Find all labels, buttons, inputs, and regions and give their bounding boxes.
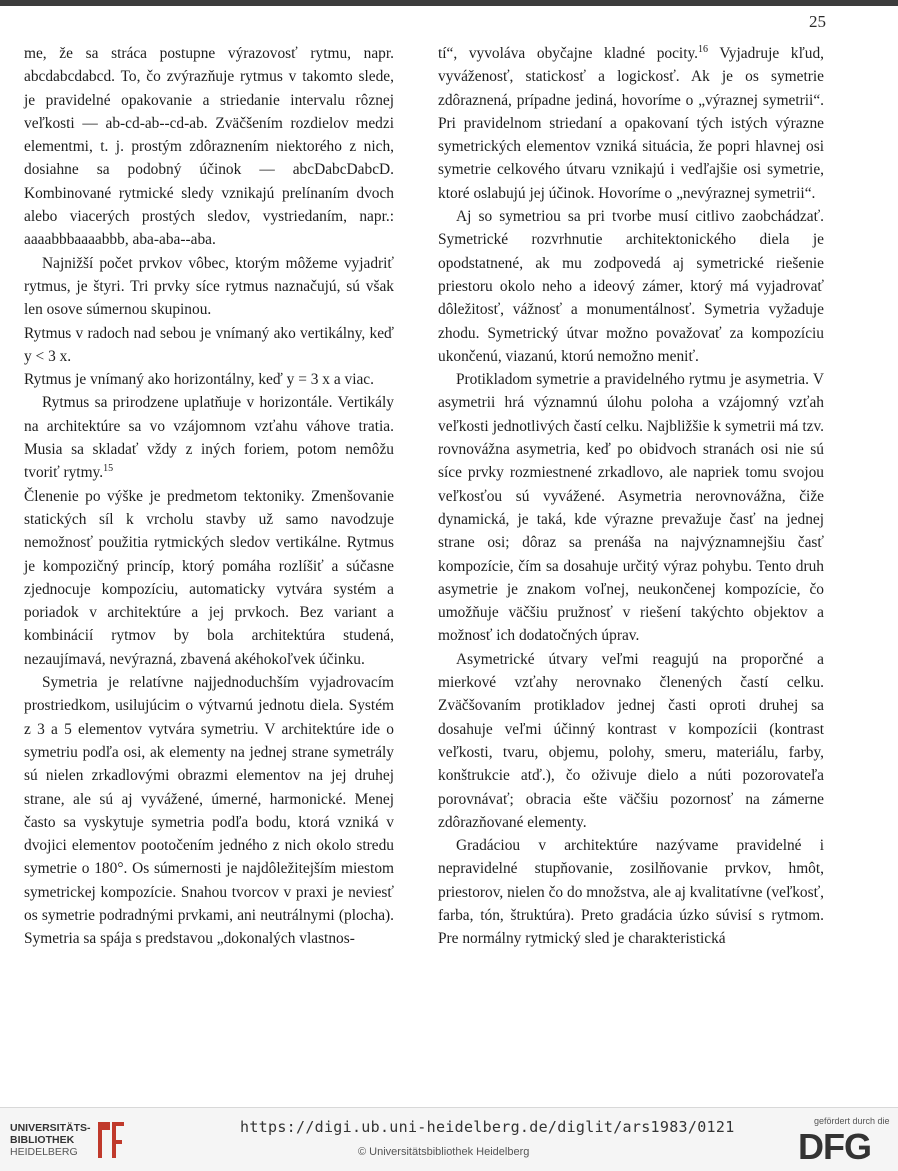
paragraph	[438, 834, 824, 950]
paragraph-text: me, že sa stráca postupne výrazovosť rytmu, napr. abcdabcdabcd. To, čo zvýrazňuje rytmus v takomto slede, je pravidelné opakovanie a striedanie intervalu rôznej veľkosti — ab-cd-ab--cd-ab. Zväčšením rozdielov medzi elementmi, t. j. prostým zdôraznením niektorého z nich, dosiahne sa podobný účinok — abcDabcDabcD. Kombinované rytmické sledy vznikajú prelínaním dvoch alebo viacerých prostých sledov, vystriedaním, napr.: aaaabbbaaaabbb, aba-aba--aba.	[24, 45, 394, 249]
footnote-ref: 15	[103, 463, 114, 475]
paragraph	[438, 368, 824, 648]
paragraph-text: Gradáciou v architektúre nazývame pravidelné i nepravidelné stupňovanie, zosilňovanie prvkov, hmôt, priestorov, nielen čo do množstva, ale aj kvalitatívne (veľkosť, farba, tón, štruktúra). Preto gradácia úzko súvisí s rytmom. Pre normálny rytmický sled je charakteristická	[438, 837, 824, 948]
digital-url-link[interactable]: https://digi.ub.uni-heidelberg.de/diglit/ars1983/0121	[240, 1118, 735, 1136]
footnote-ref: 16	[698, 43, 709, 55]
left-column	[24, 42, 394, 951]
paragraph	[24, 252, 394, 322]
paragraph-text: Rytmus je vnímaný ako horizontálny, keď y = 3 x a viac.	[24, 371, 374, 389]
page-number: 25	[809, 12, 826, 31]
funded-by-label: gefördert durch die	[814, 1116, 890, 1126]
paragraph-text: Rytmus sa prirodzene uplatňuje v horizontále. Vertikály na architektúre sa vo vzájomnom vzťahu váhove tratia. Musia sa skladať vždy z iných foriem, potom nemôžu tvoriť rytmy.	[24, 394, 394, 482]
copyright-text: © Universitätsbibliothek Heidelberg	[358, 1146, 530, 1158]
library-line-2: BIBLIOTHEK	[10, 1134, 75, 1146]
library-name[interactable]	[10, 1122, 91, 1158]
footer-bar	[0, 1107, 898, 1171]
right-column	[438, 42, 824, 951]
paragraph-text: Vyjadruje kľud, vyváženosť, statickosť a logickosť. Ak je os symetrie zdôraznená, prípadne jediná, hovoríme o „výraznej symetrii“. Pri pravidelnom striedaní a opakovaní tých istých výrazne symetrických elementov vzniká situácia, že popri hlavnej osi symetrie celkového útvaru vznikajú i vedľajšie osi symetrie, ktoré oslabujú jej účinok. Hovoríme o „nevýraznej symetrii“.	[438, 45, 824, 202]
paragraph-text: Aj so symetriou sa pri tvorbe musí citlivo zaobchádzať. Symetrické rozvrhnutie architektonického diela je opodstatnené, ak mu zodpovedá aj symetrické riešenie priestoru okolo neho a ideový zámer, ktorý má vyjadrovať dôležitosť, vážnosť a monumentálnosť. Symetria vyžaduje zhodu. Symetrický útvar možno považovať za kompozíciu ukončenú, viazanú, ktorú nemožno meniť.	[438, 208, 824, 365]
university-seal-icon	[92, 1118, 128, 1162]
paragraph	[438, 205, 824, 368]
paragraph	[24, 391, 394, 484]
paragraph-text: Členenie po výške je predmetom tektoniky. Zmenšovanie statických síl k vrcholu stavby už samo navodzuje nemožnosť použitia rytmických sledov vertikálne. Rytmus je kompozičný princíp, ktorý pomáha rozlíšiť a súčasne zjednocuje kompozíciu, automaticky vytvára systém a poriadok v architektúre a jej prvkoch. Bez variant a kombinácií rytmov by bola architektúra studená, nezaujímavá, nevýrazná, zbavená akéhokoľvek účinku.	[24, 487, 394, 668]
paragraph	[24, 671, 394, 951]
paragraph-text: Asymetrické útvary veľmi reagujú na proporčné a mierkové vzťahy nerovnako členených častí celku. Zväčšovaním protikladov jednej časti oproti druhej sa dosahuje veľmi účinný kontrast v kompozícii (kontrast veľkosti, tvaru, objemu, polohy, smeru, materiálu, farby, konštrukcie atď.), čo oživuje dielo a núti pozorovateľa porovnávať; obracia ešte väčšiu pozornosť na zámerne zdôrazňované elementy.	[438, 650, 824, 831]
paragraph	[24, 42, 394, 252]
paragraph-text: Symetria je relatívne najjednoduchším vyjadrovacím prostriedkom, usilujúcim o výtvarnú jednotu diela. Systém z 3 a 5 elementov vytvára symetriu. V architektúre ide o symetriu podľa osi, ak elementy na jednej strane symetrály sú nielen zrkadlovými obrazmi elementov na jej druhej strane, ale sú aj vyvážené, úmerné, harmonické. Menej často sa vyskytuje symetria podľa bodu, ktorá vzniká v dvojici elementov pootočením jedného z nich okolo stredu symetrie o 180°. Os súmernosti je najdôležitejším miestom symetrickej kompozície. Snahou tvorcov v praxi je neviesť os symetrie podradnými prvkami, ani neutrálnymi (plocha). Symetria sa spája s predstavou „dokonalých vlastnos-	[24, 674, 394, 948]
library-line-1: UNIVERSITÄTS-	[10, 1122, 91, 1134]
paragraph	[24, 368, 394, 391]
paragraph-text: Najnižší počet prvkov vôbec, ktorým môžeme vyjadriť rytmus, je štyri. Tri prvky síce rytmus naznačujú, sú však len osove súmernou skupinou.	[24, 254, 394, 319]
library-line-3: HEIDELBERG	[10, 1146, 78, 1158]
paragraph-text: Rytmus v radoch nad sebou je vnímaný ako vertikálny, keď y < 3 x.	[24, 324, 394, 365]
paragraph	[24, 322, 394, 369]
paragraph-text: tí“, vyvoláva obyčajne kladné pocity.	[438, 45, 699, 62]
paragraph	[438, 648, 824, 834]
paragraph-text: Protikladom symetrie a pravidelného rytmu je asymetria. V asymetrii hrá významnú úlohu poloha a vzájomný vzťah veľkosti jednotlivých častí celku. Najbližšie k symetrii má tzv. rovnovážna asymetria, keď po obidvoch stranách osi nie sú síce prvky rozmiestnené zrkadlovo, ale napriek tomu svojou veľkosťou sú vyvážené. Asymetria nerovnovážna, čiže dynamická, je taká, kde výrazne prevažuje časť na jednej strane osi; dôraz sa prenáša na najvýznamnejšiu časť kompozície, čím sa dosahuje určitý výraz pohybu. Tento druh asymetrie je znakom voľnej, neukončenej kompozície, čo umožňuje väčšiu pružnosť v riešení takýchto objektov a možnosť ich dodatočných úprav.	[438, 371, 824, 645]
paragraph	[438, 42, 824, 205]
dfg-logo[interactable]: DFG	[798, 1126, 871, 1167]
top-border	[0, 0, 898, 6]
paragraph	[24, 485, 394, 671]
